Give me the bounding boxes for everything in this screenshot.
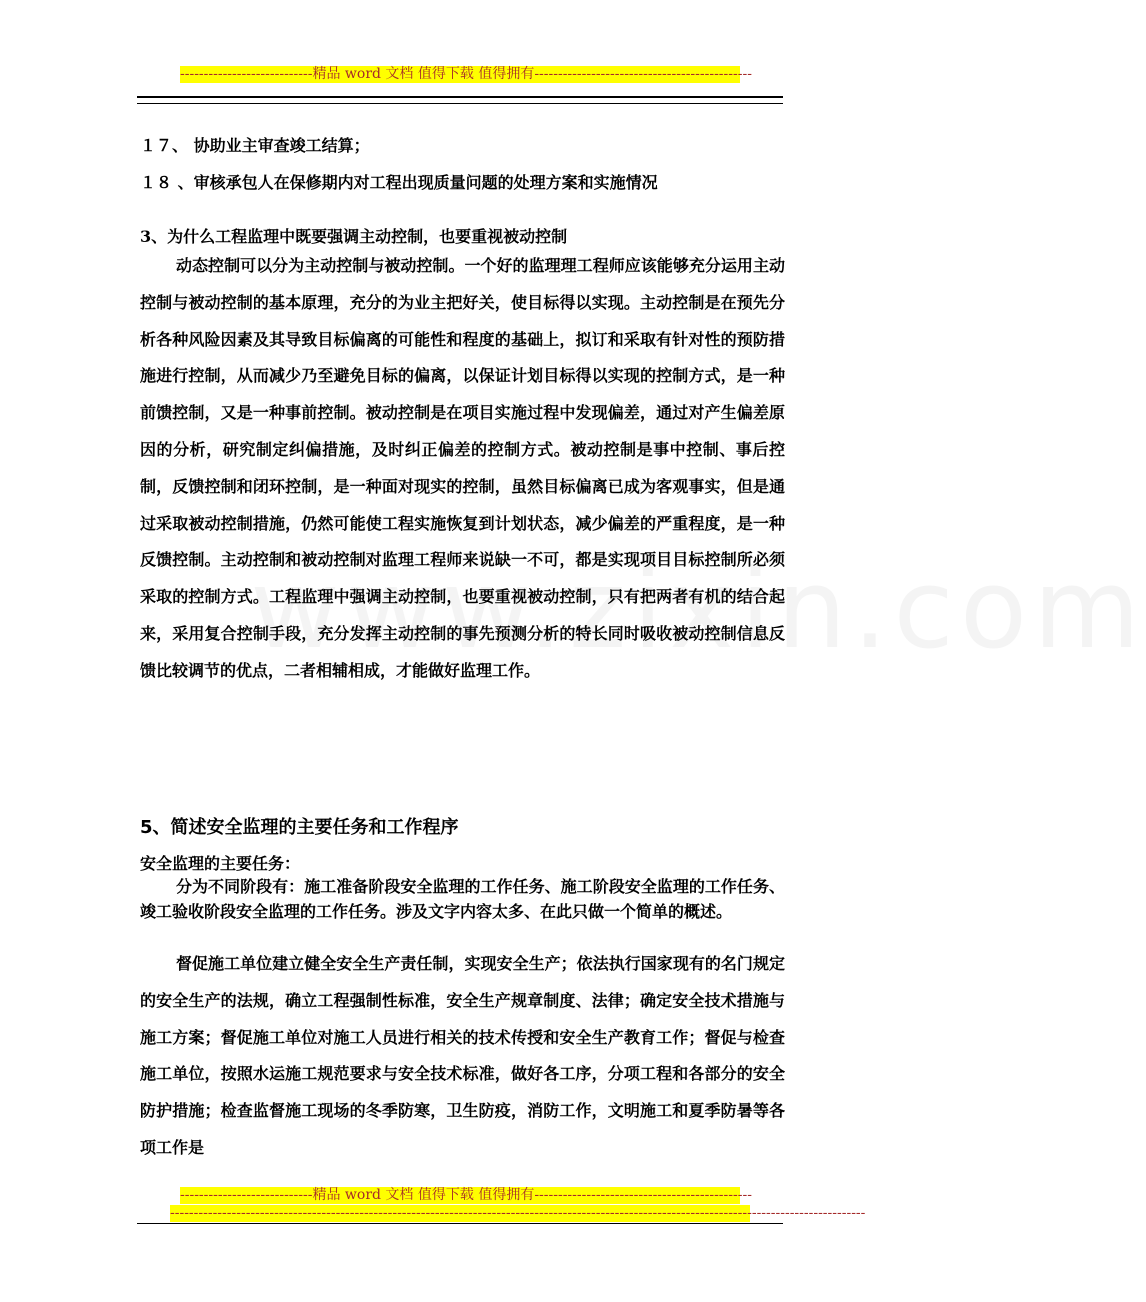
header-banner: ----------------------------精品 word 文档 值得下载 值得拥有---------------------------------------------- [180, 66, 752, 82]
section-5-title: 5、简述安全监理的主要任务和工作程序 [140, 817, 459, 838]
section-3-title: 3、为什么工程监理中既要强调主动控制，也要重视被动控制 [140, 227, 568, 246]
section-3-body: 动态控制可以分为主动控制与被动控制。一个好的监理理工程师应该能够充分运用主动控制与被动控制的基本原理，充分的为业主把好关，使目标得以实现。主动控制是在预先分析各种风险因素及其导致目标偏离的可能性和程度的基础上，拟订和采取有针对性的预防措施进行控制，从而减少乃至避免目标的偏离，以保证计划目标得以实现的控制方式，是一种前馈控制，又是一种事前控制。被动控制是在项目实施过程中发现偏差，通过对产生偏差原因的分析，研究制定纠偏措施，及时纠正偏差的控制方式。被动控制是事中控制、事后控制，反馈控制和闭环控制，是一种面对现实的控制，虽然目标偏离已成为客观事实，但是通过采取被动控制措施，仍然可能使工程实施恢复到计划状态，减少偏差的严重程度，是一种反馈控制。主动控制和被动控制对监理工程师来说缺一不可，都是实现项目目标控制所必须采取的控制方式。工程监理中强调主动控制，也要重视被动控制，只有把两者有机的结合起来，采用复合控制手段，充分发挥主动控制的事先预测分析的特长同时吸收被动控制信息反馈比较调节的优点，二者相辅相成，才能做好监理工作。 [140, 256, 785, 680]
section-5-body: 督促施工单位建立健全安全生产责任制，实现安全生产；依法执行国家现有的名门规定的安全生产的法规，确立工程强制性标准，安全生产规章制度、法律；确定安全技术措施与施工方案；督促施工单位对施工人员进行相关的技术传授和安全生产教育工作；督促与检查施工单位，按照水运施工规范要求与安全技术标准，做好各工序，分项工程和各部分的安全防护措施；检查监督施工现场的冬季防寒，卫生防疫，消防工作，文明施工和夏季防暑等各项工作是 [140, 954, 785, 1157]
list-item-17: １７、 协助业主审查竣工结算； [140, 136, 370, 155]
footer-banner: ----------------------------精品 word 文档 值得下载 值得拥有---------------------------------------------- [180, 1187, 752, 1203]
footer-dashes: --------------------------------------------------------------------------------------------------------------------------------------------------- [170, 1205, 866, 1221]
header-rule-thin [137, 103, 783, 104]
header-rule-thick [137, 96, 783, 98]
footer-rule [137, 1223, 783, 1224]
list-item-18: １８ 、审核承包人在保修期内对工程出现质量问题的处理方案和实施情况 [140, 173, 658, 192]
section-5-subtitle: 安全监理的主要任务： [140, 854, 301, 873]
section-5-intro: 分为不同阶段有：施工准备阶段安全监理的工作任务、施工阶段安全监理的工作任务、竣工验收阶段安全监理的工作任务。涉及文字内容太多、在此只做一个简单的概述。 [140, 877, 785, 921]
